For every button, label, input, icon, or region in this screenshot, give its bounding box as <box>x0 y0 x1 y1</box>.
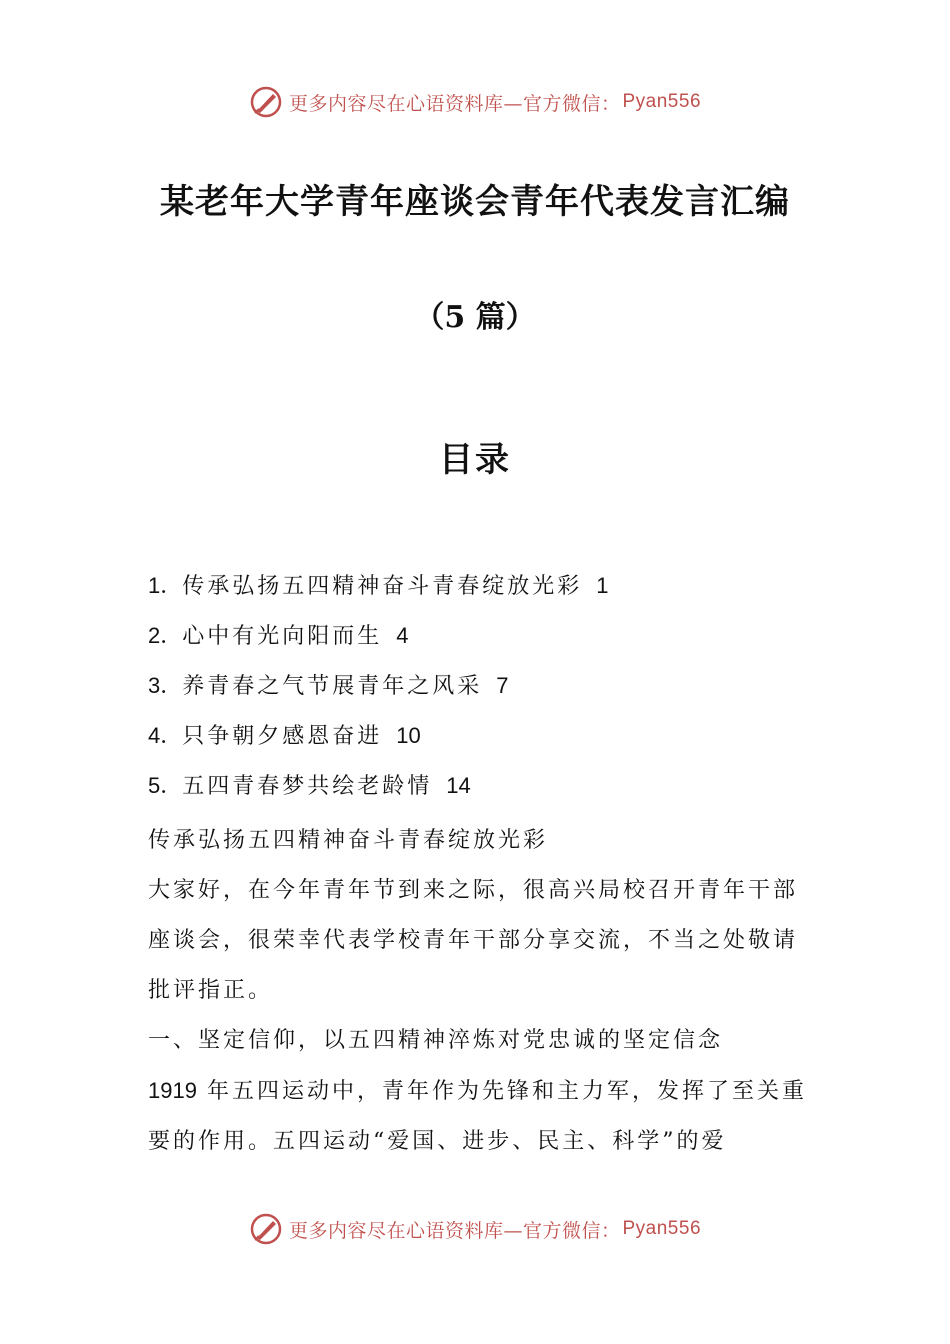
banner-text: 更多内容尽在心语资料库—官方微信： <box>288 92 621 115</box>
toc-item-number: 4． <box>148 723 183 748</box>
quill-circle-logo-icon <box>249 1212 283 1246</box>
toc-item-text: 五四青春梦共绘老龄情 <box>182 774 433 799</box>
toc-item-text: 心中有光向阳而生 <box>182 624 383 649</box>
section-title: 传承弘扬五四精神奋斗青春绽放光彩 <box>148 828 549 853</box>
watermark-banner-top <box>0 80 950 124</box>
toc-item-page: 10 <box>396 723 421 748</box>
quill-circle-logo-icon <box>249 85 283 119</box>
banner-wechat-id: Pyan556 <box>622 1218 702 1239</box>
toc-item[interactable] <box>148 616 828 666</box>
table-of-contents <box>148 566 828 816</box>
toc-heading: 目录 <box>439 440 511 480</box>
paragraph-text: 年五四运动中，青年作为先锋和主力军，发挥了至关重要的作用。五四运动“爱国、进步、民主、科学”的爱 <box>148 1079 807 1154</box>
document-body <box>148 816 810 1167</box>
toc-item[interactable] <box>148 666 828 716</box>
toc-item-page: 14 <box>446 773 471 798</box>
paragraph-year: 1919 <box>148 1078 197 1103</box>
banner-text: 更多内容尽在心语资料库—官方微信： <box>288 1219 621 1242</box>
toc-item-page: 1 <box>596 573 609 598</box>
toc-item-number: 5． <box>148 773 183 798</box>
toc-item-page: 7 <box>496 673 509 698</box>
toc-item[interactable] <box>148 716 828 766</box>
toc-item-text: 传承弘扬五四精神奋斗青春绽放光彩 <box>182 574 583 599</box>
toc-item-text: 只争朝夕感恩奋进 <box>182 724 383 749</box>
watermark-banner-bottom <box>0 1207 950 1251</box>
paragraph: 大家好，在今年青年节到来之际，很高兴局校召开青年干部座谈会，很荣幸代表学校青年干部分享交流，不当之处敬请批评指正。 <box>148 878 799 1003</box>
document-title: 某老年大学青年座谈会青年代表发言汇编 <box>160 182 790 222</box>
toc-item-page: 4 <box>396 623 409 648</box>
document-subtitle: （5 篇） <box>414 300 536 335</box>
toc-item-number: 3． <box>148 673 183 698</box>
paragraph <box>148 1066 810 1167</box>
toc-item-number: 2． <box>148 623 183 648</box>
section-heading: 一、坚定信仰，以五四精神淬炼对党忠诚的坚定信念 <box>148 1028 724 1053</box>
toc-item-text: 养青春之气节展青年之风采 <box>182 674 483 699</box>
toc-item[interactable] <box>148 766 828 816</box>
banner-wechat-id: Pyan556 <box>622 91 702 112</box>
toc-item[interactable] <box>148 566 828 616</box>
toc-item-number: 1． <box>148 573 183 598</box>
